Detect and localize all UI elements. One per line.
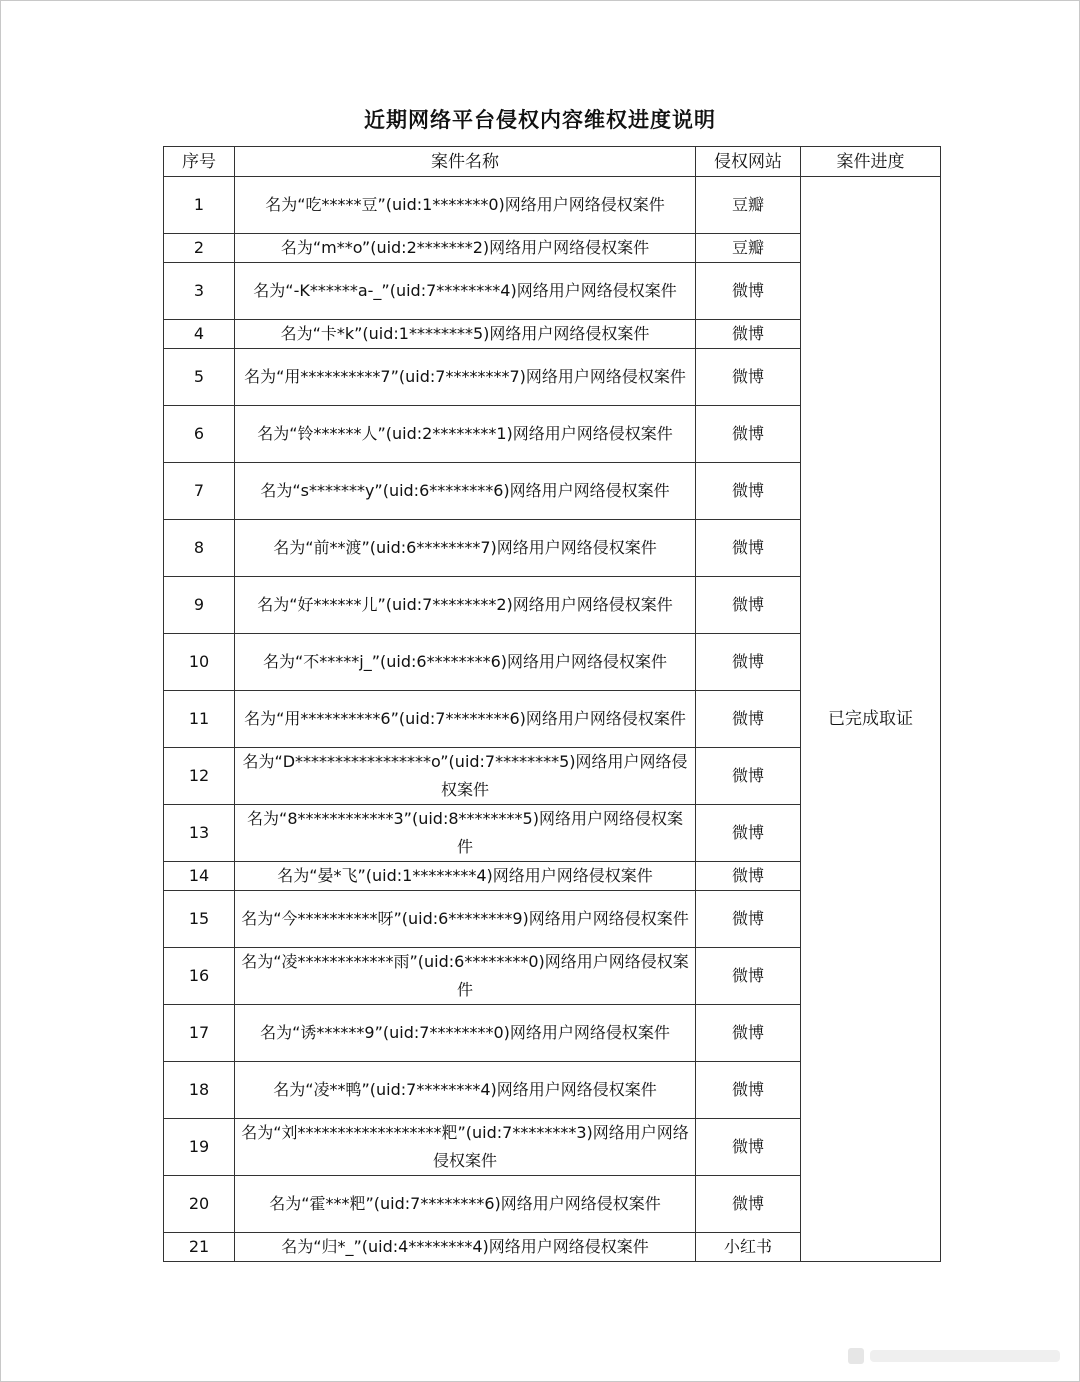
row-seq: 10	[164, 634, 235, 691]
watermark	[848, 1346, 1068, 1368]
row-seq: 2	[164, 234, 235, 263]
row-case-name: 名为“前**渡”(uid:6********7)网络用户网络侵权案件	[235, 520, 696, 577]
row-case-name: 名为“霍***粑”(uid:7********6)网络用户网络侵权案件	[235, 1176, 696, 1233]
row-case-name: 名为“不*****j_”(uid:6********6)网络用户网络侵权案件	[235, 634, 696, 691]
header-progress: 案件进度	[801, 147, 941, 177]
row-site: 微博	[696, 1176, 801, 1233]
row-seq: 16	[164, 948, 235, 1005]
row-site: 微博	[696, 406, 801, 463]
row-seq: 20	[164, 1176, 235, 1233]
row-case-name: 名为“s*******y”(uid:6********6)网络用户网络侵权案件	[235, 463, 696, 520]
row-seq: 18	[164, 1062, 235, 1119]
case-table	[163, 146, 941, 1262]
table-row	[164, 177, 941, 234]
row-case-name: 名为“诱******9”(uid:7********0)网络用户网络侵权案件	[235, 1005, 696, 1062]
row-site: 小红书	[696, 1233, 801, 1262]
row-seq: 11	[164, 691, 235, 748]
row-case-name: 名为“用**********6”(uid:7********6)网络用户网络侵权案件	[235, 691, 696, 748]
row-site: 微博	[696, 862, 801, 891]
row-case-name: 名为“刘******************粑”(uid:7********3)网络用户网络侵权案件	[235, 1119, 696, 1176]
row-case-name: 名为“凌************雨”(uid:6********0)网络用户网络侵权案件	[235, 948, 696, 1005]
row-seq: 6	[164, 406, 235, 463]
row-case-name: 名为“晏*飞”(uid:1********4)网络用户网络侵权案件	[235, 862, 696, 891]
row-seq: 21	[164, 1233, 235, 1262]
document-title: 近期网络平台侵权内容维权进度说明	[364, 108, 716, 132]
row-site: 微博	[696, 634, 801, 691]
row-seq: 12	[164, 748, 235, 805]
row-seq: 19	[164, 1119, 235, 1176]
case-table-body	[164, 177, 941, 1262]
table-header-row	[164, 147, 941, 177]
row-seq: 5	[164, 349, 235, 406]
header-case-name: 案件名称	[235, 147, 696, 177]
row-site: 微博	[696, 805, 801, 862]
row-seq: 1	[164, 177, 235, 234]
row-seq: 14	[164, 862, 235, 891]
row-case-name: 名为“吃*****豆”(uid:1*******0)网络用户网络侵权案件	[235, 177, 696, 234]
row-site: 微博	[696, 748, 801, 805]
row-site: 微博	[696, 520, 801, 577]
header-seq: 序号	[164, 147, 235, 177]
row-site: 微博	[696, 320, 801, 349]
row-case-name: 名为“今**********呀”(uid:6********9)网络用户网络侵权案件	[235, 891, 696, 948]
row-site: 微博	[696, 948, 801, 1005]
row-site: 微博	[696, 1062, 801, 1119]
row-site: 微博	[696, 1119, 801, 1176]
row-site: 微博	[696, 691, 801, 748]
row-site: 微博	[696, 891, 801, 948]
header-site: 侵权网站	[696, 147, 801, 177]
row-site: 微博	[696, 463, 801, 520]
row-case-name: 名为“铃******人”(uid:2********1)网络用户网络侵权案件	[235, 406, 696, 463]
row-seq: 15	[164, 891, 235, 948]
row-site: 微博	[696, 1005, 801, 1062]
row-seq: 8	[164, 520, 235, 577]
row-case-name: 名为“卡*k”(uid:1********5)网络用户网络侵权案件	[235, 320, 696, 349]
row-seq: 13	[164, 805, 235, 862]
row-site: 豆瓣	[696, 234, 801, 263]
row-case-name: 名为“D*****************o”(uid:7********5)网络用户网络侵权案件	[235, 748, 696, 805]
row-case-name: 名为“归*_”(uid:4********4)网络用户网络侵权案件	[235, 1233, 696, 1262]
case-progress-status: 已完成取证	[801, 177, 941, 1262]
row-site: 豆瓣	[696, 177, 801, 234]
row-site: 微博	[696, 263, 801, 320]
row-case-name: 名为“8************3”(uid:8********5)网络用户网络侵权案件	[235, 805, 696, 862]
row-seq: 17	[164, 1005, 235, 1062]
row-site: 微博	[696, 577, 801, 634]
row-case-name: 名为“-K******a-_”(uid:7********4)网络用户网络侵权案件	[235, 263, 696, 320]
row-case-name: 名为“m**o”(uid:2*******2)网络用户网络侵权案件	[235, 234, 696, 263]
row-seq: 3	[164, 263, 235, 320]
row-seq: 4	[164, 320, 235, 349]
row-seq: 7	[164, 463, 235, 520]
row-site: 微博	[696, 349, 801, 406]
row-case-name: 名为“凌**鸭”(uid:7********4)网络用户网络侵权案件	[235, 1062, 696, 1119]
row-case-name: 名为“用**********7”(uid:7********7)网络用户网络侵权案件	[235, 349, 696, 406]
row-seq: 9	[164, 577, 235, 634]
row-case-name: 名为“好******儿”(uid:7********2)网络用户网络侵权案件	[235, 577, 696, 634]
